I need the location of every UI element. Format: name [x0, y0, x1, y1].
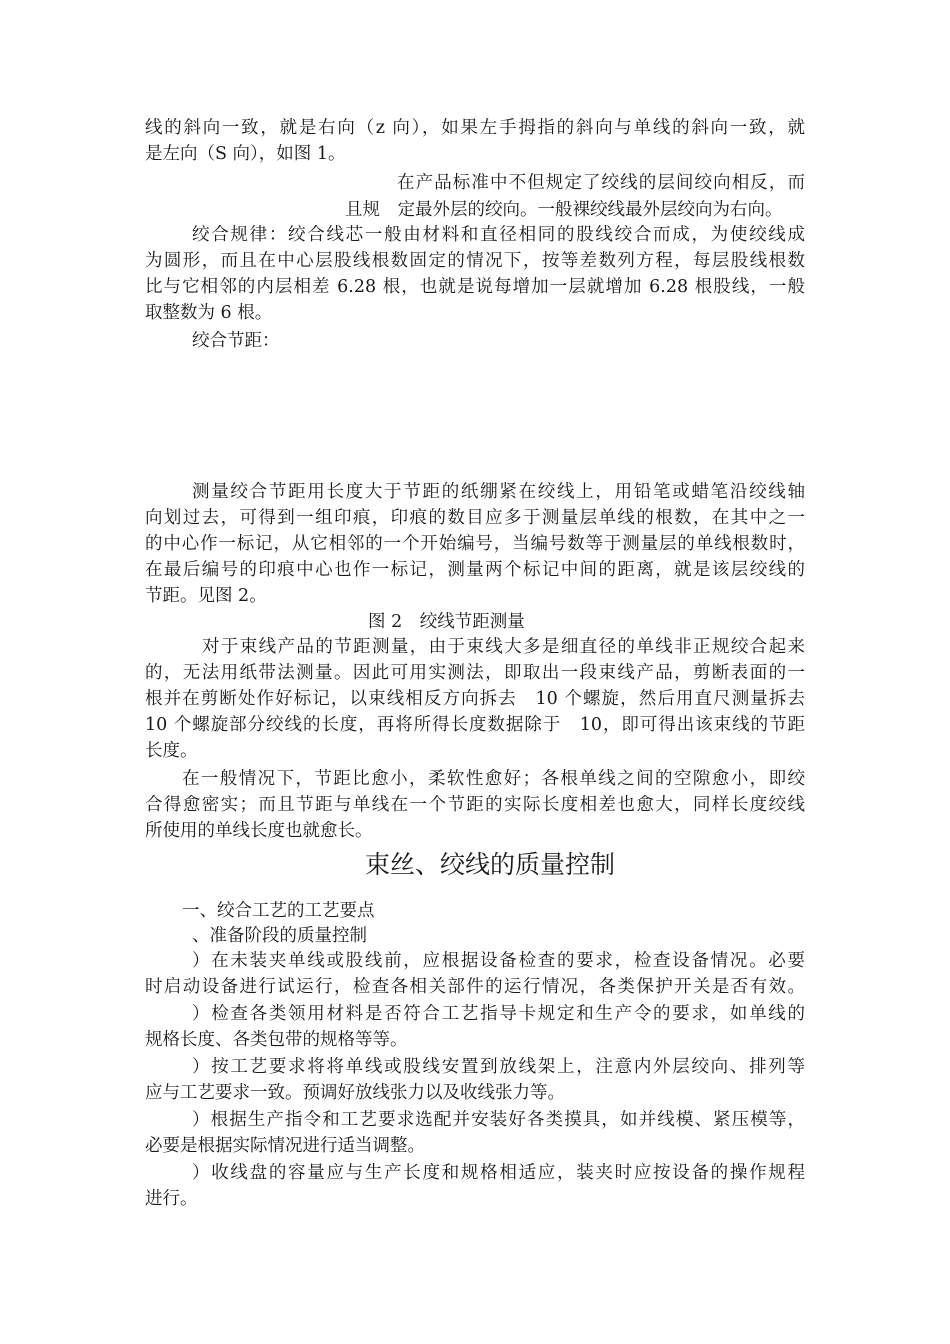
list-item-line: ）检查各类领用材料是否符合工艺指导卡规定和生产令的要求，如单线的 — [192, 1004, 805, 1024]
paragraph-line: 向划过去，可得到一组印痕，印痕的数目应多于测量层单线的根数，在其中之一 — [145, 508, 805, 528]
paragraph-line: 的中心作一标记，从它相邻的一个开始编号，当编号数等于测量层的单线根数时， — [145, 534, 805, 554]
paragraph-line: 线的斜向一致，就是右向（z 向），如果左手拇指的斜向与单线的斜向一致，就 — [145, 118, 805, 138]
subsection-title: 一、绞合工艺的工艺要点 — [182, 901, 375, 921]
paragraph-line: 绞合规律：绞合线芯一般由材料和直径相同的股线绞合而成，为使绞线成 — [192, 225, 805, 245]
paragraph-line: 对于束线产品的节距测量，由于束线大多是细直径的单线非正规绞合起来 — [202, 637, 805, 657]
paragraph-line: 在一般情况下，节距比愈小，柔软性愈好；各根单线之间的空隙愈小，即绞 — [182, 769, 805, 789]
list-item-line: 规格长度、各类包带的规格等等。 — [145, 1030, 408, 1050]
list-item-line: 时启动设备进行试运行，检查各相关部件的运行情况，各类保护开关是否有效。 — [145, 977, 805, 997]
paragraph-line: 的，无法用纸带法测量。因此可用实测法，即取出一段束线产品，剪断表面的一 — [145, 663, 805, 683]
list-item-line: ）在未装夹单线或股线前，应根据设备检查的要求，检查设备情况。必要 — [192, 951, 805, 971]
list-item-line: ）按工艺要求将将单线或股线安置到放线架上，注意内外层绞向、排列等 — [192, 1057, 805, 1077]
paragraph-line: 是左向（S 向），如图 1。 — [145, 144, 346, 164]
list-item-line: ）根据生产指令和工艺要求选配并安装好各类摸具，如并线模、紧压模等， — [192, 1110, 805, 1130]
paragraph-line: 在最后编号的印痕中心也作一标记，测量两个标记中间的距离，就是该层绞线的 — [145, 560, 805, 580]
list-item-line: 必要是根据实际情况进行适当调整。 — [145, 1136, 425, 1156]
section-heading: 束丝、绞线的质量控制 — [365, 850, 616, 879]
paragraph-line: 在产品标准中不但规定了绞线的层间绞向相反，而 — [397, 173, 805, 193]
paragraph-line: 且规 定最外层的绞向。一般裸绞线最外层绞向为右向。 — [345, 200, 783, 220]
list-item-line: ）收线盘的容量应与生产长度和规格相适应，装夹时应按设备的操作规程 — [192, 1163, 805, 1183]
paragraph-line: 测量绞合节距用长度大于节距的纸绷紧在绞线上，用铅笔或蜡笔沿绞线轴 — [192, 482, 805, 502]
list-item-line: 应与工艺要求一致。预调好放线张力以及收线张力等。 — [145, 1083, 565, 1103]
paragraph-line: 10 个螺旋部分绞线的长度，再将所得长度数据除于 10，即可得出该束线的节距 — [145, 715, 805, 735]
paragraph-line: 为圆形，而且在中心层股线根数固定的情况下，按等差数列方程，每层股线根数 — [145, 251, 805, 271]
paragraph-line: 取整数为 6 根。 — [145, 303, 273, 323]
paragraph-line: 所使用的单线长度也就愈长。 — [145, 821, 373, 841]
paragraph-line: 绞合节距： — [192, 331, 280, 351]
paragraph-line: 合得愈密实；而且节距与单线在一个节距的实际长度相差也愈大，同样长度绞线 — [145, 795, 805, 815]
paragraph-line: 节距。见图 2。 — [145, 586, 267, 606]
list-item-line: 进行。 — [145, 1189, 198, 1209]
paragraph-line: 长度。 — [145, 741, 198, 761]
paragraph-line: 比与它相邻的内层相差 6.28 根，也就是说每增加一层就增加 6.28 根股线，一般 — [145, 277, 805, 297]
subsection-title: 、准备阶段的质量控制 — [192, 926, 367, 946]
figure-caption: 图 2 绞线节距测量 — [368, 612, 525, 632]
paragraph-line: 根并在剪断处作好标记，以束线相反方向拆去 10 个螺旋，然后用直尺测量拆去 — [145, 689, 805, 709]
